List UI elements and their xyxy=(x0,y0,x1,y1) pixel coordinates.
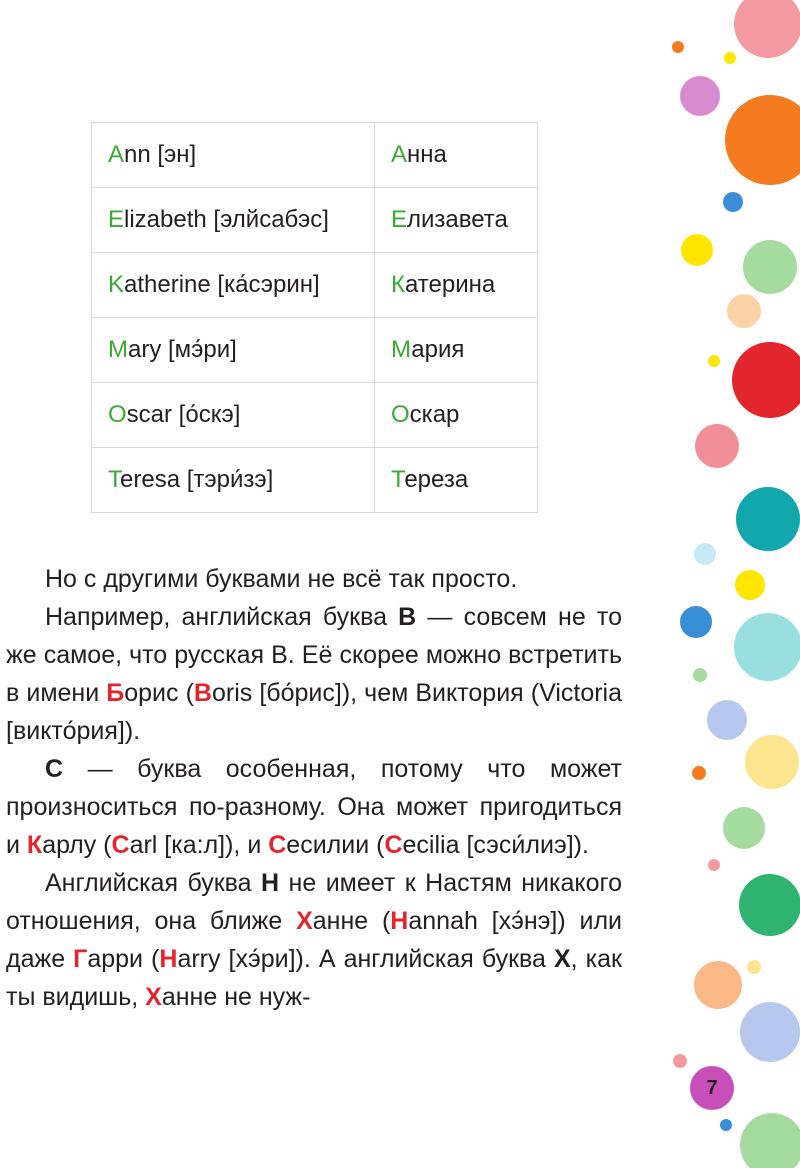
text-run: Английская буква xyxy=(45,869,262,897)
text-run: — буква особенная, потому что может произноситься по-разному. Она может пригодиться и xyxy=(6,755,622,859)
initial-letter: Т xyxy=(391,466,405,493)
letter-highlight: B xyxy=(398,603,417,631)
dot xyxy=(732,342,800,418)
letter-highlight: C xyxy=(384,831,403,859)
name-rest: нна xyxy=(407,141,447,168)
letter-highlight: H xyxy=(390,907,409,935)
dot xyxy=(727,294,761,328)
russian-name-cell xyxy=(375,188,538,253)
letter-highlight: B xyxy=(193,679,212,707)
dot xyxy=(723,192,743,212)
dot xyxy=(708,859,720,871)
name-rest: eresa [тэри́зэ] xyxy=(120,466,274,493)
dot xyxy=(736,487,800,551)
initial-letter: K xyxy=(108,271,125,298)
dot xyxy=(734,613,800,681)
dot xyxy=(708,355,720,367)
name-rest: ереза xyxy=(404,466,469,493)
text-run: — совсем не то же самое, что русская В. Её скорее можно встретить в имени xyxy=(6,603,622,707)
english-name-cell xyxy=(92,448,375,513)
dot xyxy=(745,735,799,789)
dot xyxy=(735,570,765,600)
initial-letter: О xyxy=(391,401,410,428)
letter-highlight: H xyxy=(261,869,280,897)
text-run: ecilia [сэси́лиэ]). xyxy=(402,831,589,859)
text-run: Например, английская буква xyxy=(45,603,399,631)
names-table xyxy=(91,122,538,513)
paragraph-1-text: Но с другими буквами не всё так просто. xyxy=(45,565,518,593)
text-run: , как ты видишь, xyxy=(6,945,622,1011)
table-row xyxy=(92,253,538,318)
dot xyxy=(680,606,712,638)
letter-highlight: X xyxy=(553,945,571,973)
text-run: орис ( xyxy=(124,679,194,707)
dot xyxy=(720,1119,732,1131)
text-run: анне ( xyxy=(312,907,391,935)
text-run: анне не нуж- xyxy=(161,983,311,1011)
paragraph-3 xyxy=(6,750,622,864)
text-run: арри ( xyxy=(87,945,160,973)
dot xyxy=(723,807,765,849)
letter-highlight: C xyxy=(45,755,64,783)
name-rest: atherine [ка́сэрин] xyxy=(124,271,320,298)
paragraph-1 xyxy=(6,560,622,598)
text-run: есилии ( xyxy=(286,831,385,859)
table-row xyxy=(92,318,538,383)
russian-name-cell xyxy=(375,383,538,448)
letter-highlight: Б xyxy=(106,679,125,707)
dot xyxy=(734,0,800,58)
letter-highlight: C xyxy=(111,831,130,859)
name-rest: lizabeth [элйсабэс] xyxy=(124,206,329,233)
name-rest: атерина xyxy=(404,271,496,298)
name-rest: скар xyxy=(409,401,460,428)
dot xyxy=(673,1054,687,1068)
english-name-cell xyxy=(92,318,375,383)
page-number: 7 xyxy=(706,1076,718,1099)
paragraph-2 xyxy=(6,598,622,750)
table-row xyxy=(92,123,538,188)
dot xyxy=(694,543,716,565)
dot xyxy=(724,52,736,64)
name-rest: nn [эн] xyxy=(124,141,197,168)
table-row xyxy=(92,383,538,448)
initial-letter: М xyxy=(391,336,412,363)
initial-letter: Е xyxy=(391,206,408,233)
text-run: oris [бо́рис]), чем Виктория (Victoria [викто́рия]). xyxy=(6,679,623,745)
dot xyxy=(740,1002,800,1062)
english-name-cell xyxy=(92,383,375,448)
dot xyxy=(739,874,800,936)
dot xyxy=(680,76,720,116)
dot xyxy=(707,700,747,740)
text-run: annah [хэ́нэ]) или даже xyxy=(6,907,622,973)
dot xyxy=(695,424,739,468)
text-run: arl [ка:л]), и xyxy=(129,831,269,859)
name-rest: scar [о́скэ] xyxy=(126,401,241,428)
text-run: не имеет к Настям никакого отношения, она ближе xyxy=(6,869,622,935)
letter-highlight: Г xyxy=(73,945,88,973)
russian-name-cell xyxy=(375,448,538,513)
initial-letter: M xyxy=(108,336,128,363)
initial-letter: T xyxy=(108,466,120,493)
english-name-cell xyxy=(92,188,375,253)
letter-highlight: H xyxy=(159,945,178,973)
dot xyxy=(672,41,684,53)
initial-letter: A xyxy=(108,141,125,168)
dot xyxy=(693,668,707,682)
letter-highlight: К xyxy=(26,831,43,859)
name-rest: ария xyxy=(411,336,465,363)
paragraph-4 xyxy=(6,864,622,1016)
dot xyxy=(681,234,713,266)
letter-highlight: С xyxy=(268,831,287,859)
dot xyxy=(694,961,742,1009)
initial-letter: К xyxy=(391,271,405,298)
name-rest: лизавета xyxy=(407,206,508,233)
initial-letter: E xyxy=(108,206,125,233)
page-number-badge xyxy=(690,1066,734,1110)
dot xyxy=(743,240,797,294)
english-name-cell xyxy=(92,123,375,188)
dot xyxy=(740,1113,800,1168)
dot xyxy=(692,766,706,780)
text-run: arry [хэ́ри]). А английская буква xyxy=(177,945,554,973)
letter-highlight: Х xyxy=(296,907,313,935)
initial-letter: O xyxy=(108,401,127,428)
russian-name-cell xyxy=(375,253,538,318)
russian-name-cell xyxy=(375,123,538,188)
text-run: арлу ( xyxy=(42,831,112,859)
english-name-cell xyxy=(92,253,375,318)
table-row xyxy=(92,188,538,253)
body-text xyxy=(6,560,622,1016)
initial-letter: А xyxy=(391,141,408,168)
letter-highlight: Х xyxy=(145,983,162,1011)
name-rest: ary [мэ́ри] xyxy=(128,336,237,363)
dot xyxy=(725,95,800,185)
names-table-body xyxy=(92,123,538,513)
table-row xyxy=(92,448,538,513)
russian-name-cell xyxy=(375,318,538,383)
dot xyxy=(747,960,761,974)
